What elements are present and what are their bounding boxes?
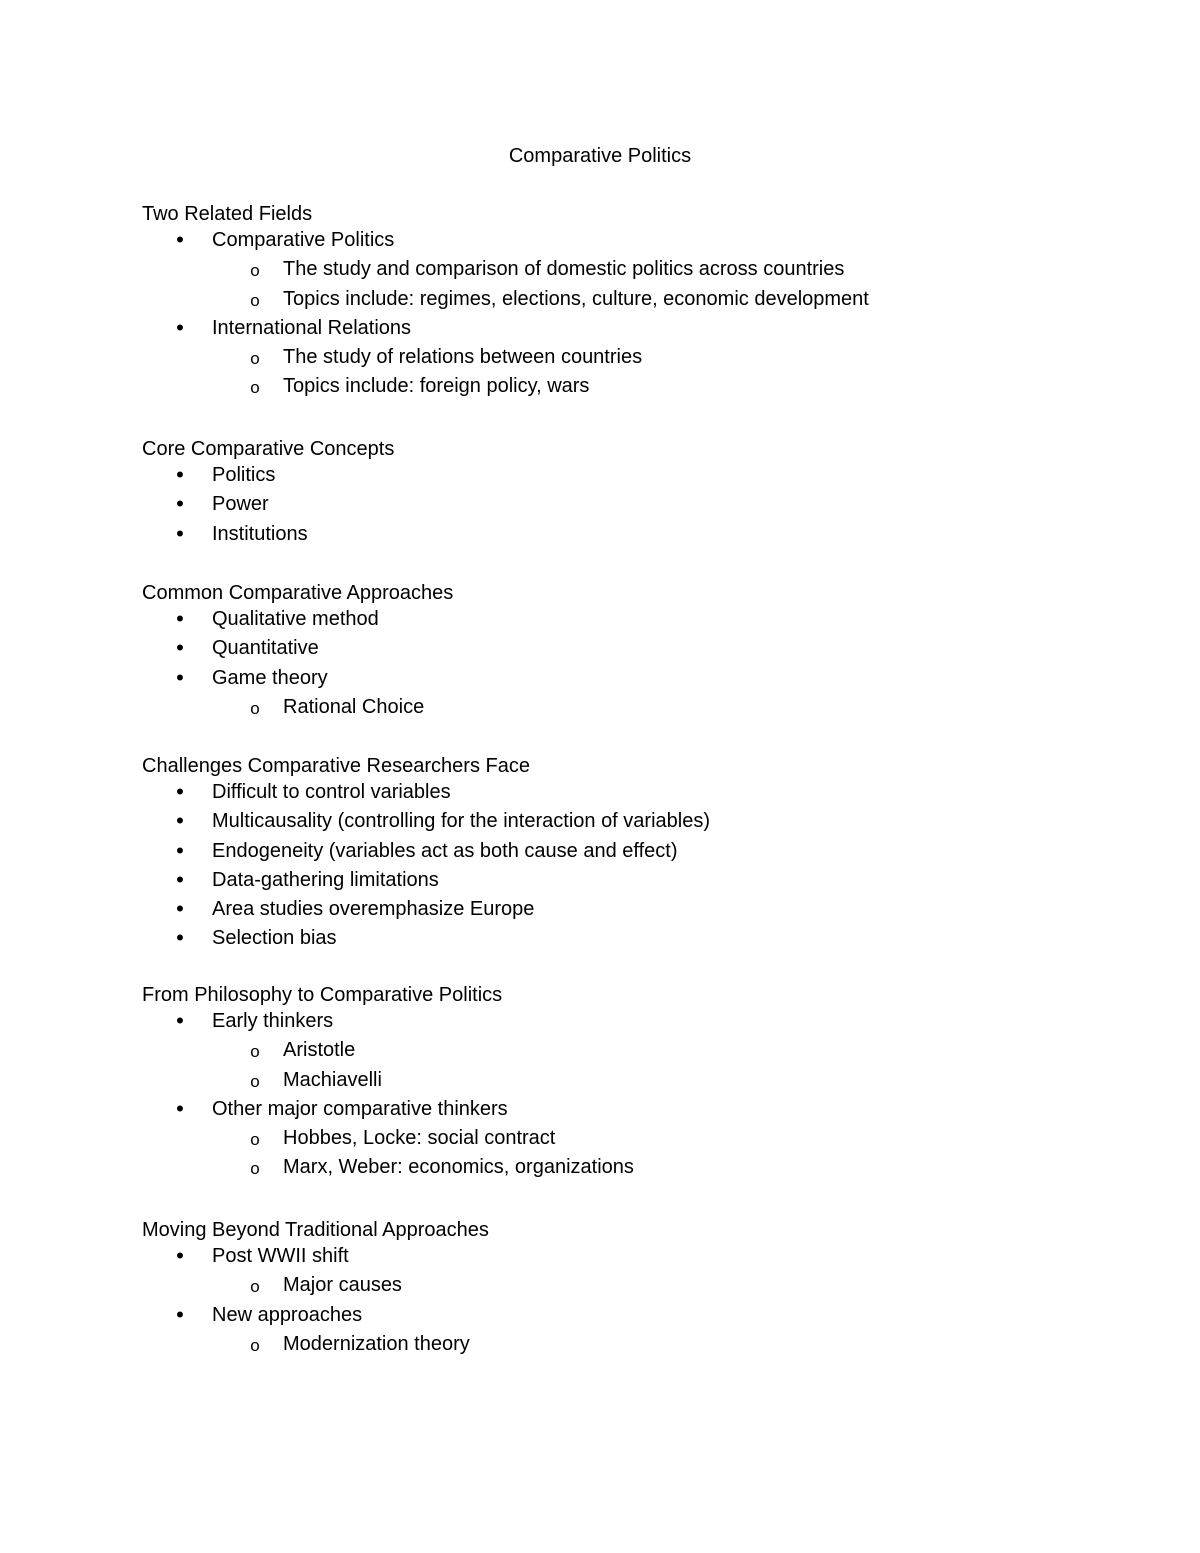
- bullet-circle-icon: o: [250, 1159, 260, 1179]
- outline-section: [142, 1217, 1042, 1360]
- bullet-text: Comparative Politics: [212, 229, 395, 251]
- bullet-text: Topics include: foreign policy, wars: [283, 375, 590, 398]
- bullet-dot-icon: •: [176, 779, 184, 804]
- bullet-dot-icon: •: [176, 808, 184, 834]
- bullet-item: [142, 462, 1042, 491]
- bullet-circle-icon: o: [250, 290, 260, 310]
- bullet-item: [142, 606, 1042, 635]
- bullet-dot-icon: •: [176, 491, 184, 517]
- bullet-text: Selection bias: [212, 927, 337, 950]
- bullet-dot-icon: •: [176, 227, 184, 252]
- bullet-item: [142, 315, 1042, 344]
- bullet-item: [142, 1096, 1042, 1125]
- bullet-text: Machiavelli: [283, 1068, 382, 1091]
- section-heading: Common Comparative Approaches: [142, 582, 454, 604]
- bullet-text: New approaches: [212, 1303, 363, 1326]
- bullet-text: Topics include: regimes, elections, culture, economic development: [283, 287, 869, 310]
- sub-bullet-item: [142, 256, 1042, 285]
- bullet-item: [142, 1008, 1042, 1037]
- bullet-item: [142, 1302, 1042, 1331]
- bullet-item: [142, 838, 1042, 867]
- outline-section: [142, 753, 1042, 955]
- section-heading: Challenges Comparative Researchers Face: [142, 755, 530, 777]
- sub-bullet-item: [142, 373, 1042, 402]
- sub-bullet-item: [142, 1331, 1042, 1360]
- bullet-item: [142, 867, 1042, 896]
- bullet-text: Politics: [212, 464, 276, 486]
- bullet-item: [142, 521, 1042, 550]
- bullet-text: The study and comparison of domestic politics across countries: [283, 258, 845, 281]
- bullet-circle-icon: o: [250, 349, 260, 369]
- sub-bullet-item: [142, 1154, 1042, 1183]
- bullet-text: Power: [212, 493, 269, 516]
- bullet-item: [142, 779, 1042, 808]
- bullet-dot-icon: •: [176, 1008, 184, 1033]
- bullet-item: [142, 808, 1042, 837]
- bullet-text: Other major comparative thinkers: [212, 1097, 508, 1120]
- bullet-circle-icon: o: [250, 1130, 260, 1150]
- bullet-dot-icon: •: [176, 925, 184, 951]
- outline-section: [142, 436, 1042, 550]
- bullet-dot-icon: •: [176, 837, 184, 863]
- section-heading: Moving Beyond Traditional Approaches: [142, 1219, 489, 1241]
- bullet-text: Aristotle: [283, 1039, 356, 1062]
- bullet-text: Multicausality (controlling for the interaction of variables): [212, 810, 710, 833]
- bullet-dot-icon: •: [176, 635, 184, 661]
- bullet-item: [142, 665, 1042, 694]
- bullet-text: International Relations: [212, 316, 412, 339]
- sub-bullet-item: [142, 1067, 1042, 1096]
- bullet-text: Game theory: [212, 666, 328, 689]
- bullet-dot-icon: •: [176, 1243, 184, 1268]
- bullet-text: Area studies overemphasize Europe: [212, 898, 535, 921]
- sub-bullet-item: [142, 286, 1042, 315]
- bullet-circle-icon: o: [250, 698, 260, 718]
- bullet-dot-icon: •: [176, 462, 184, 487]
- bullet-circle-icon: o: [250, 1277, 260, 1297]
- sub-bullet-item: [142, 1037, 1042, 1066]
- bullet-dot-icon: •: [176, 314, 184, 340]
- bullet-text: Institutions: [212, 522, 308, 545]
- page-title: Comparative Politics: [508, 145, 692, 167]
- bullet-circle-icon: o: [250, 261, 260, 281]
- section-heading: Core Comparative Concepts: [142, 438, 395, 460]
- outline-section: [142, 982, 1042, 1184]
- bullet-text: Qualitative method: [212, 608, 379, 630]
- section-heading: From Philosophy to Comparative Politics: [142, 984, 503, 1006]
- bullet-item: [142, 635, 1042, 664]
- outline-section: [142, 580, 1042, 723]
- bullet-dot-icon: •: [176, 606, 184, 631]
- bullet-text: Data-gathering limitations: [212, 868, 439, 891]
- outline-section: [142, 201, 1042, 403]
- bullet-circle-icon: o: [250, 1335, 260, 1355]
- sub-bullet-item: [142, 694, 1042, 723]
- bullet-dot-icon: •: [176, 1095, 184, 1121]
- bullet-text: Early thinkers: [212, 1010, 334, 1032]
- bullet-item: [142, 925, 1042, 954]
- bullet-text: Endogeneity (variables act as both cause and effect): [212, 839, 678, 862]
- bullet-dot-icon: •: [176, 664, 184, 690]
- section-heading: Two Related Fields: [142, 203, 313, 225]
- bullet-dot-icon: •: [176, 866, 184, 892]
- bullet-circle-icon: o: [250, 1042, 260, 1062]
- bullet-text: Quantitative: [212, 637, 319, 660]
- bullet-item: [142, 491, 1042, 520]
- bullet-text: Difficult to control variables: [212, 781, 451, 803]
- bullet-text: Modernization theory: [283, 1332, 470, 1355]
- bullet-dot-icon: •: [176, 520, 184, 546]
- sub-bullet-item: [142, 344, 1042, 373]
- sub-bullet-item: [142, 1125, 1042, 1154]
- bullet-text: Major causes: [283, 1274, 402, 1297]
- bullet-item: [142, 896, 1042, 925]
- bullet-text: The study of relations between countries: [283, 346, 643, 369]
- bullet-circle-icon: o: [250, 378, 260, 398]
- sub-bullet-item: [142, 1272, 1042, 1301]
- bullet-dot-icon: •: [176, 896, 184, 922]
- bullet-text: Rational Choice: [283, 695, 425, 718]
- bullet-dot-icon: •: [176, 1301, 184, 1327]
- bullet-text: Marx, Weber: economics, organizations: [283, 1156, 634, 1179]
- bullet-text: Post WWII shift: [212, 1245, 349, 1267]
- bullet-item: [142, 1243, 1042, 1272]
- bullet-text: Hobbes, Locke: social contract: [283, 1127, 556, 1150]
- bullet-circle-icon: o: [250, 1071, 260, 1091]
- bullet-item: [142, 227, 1042, 256]
